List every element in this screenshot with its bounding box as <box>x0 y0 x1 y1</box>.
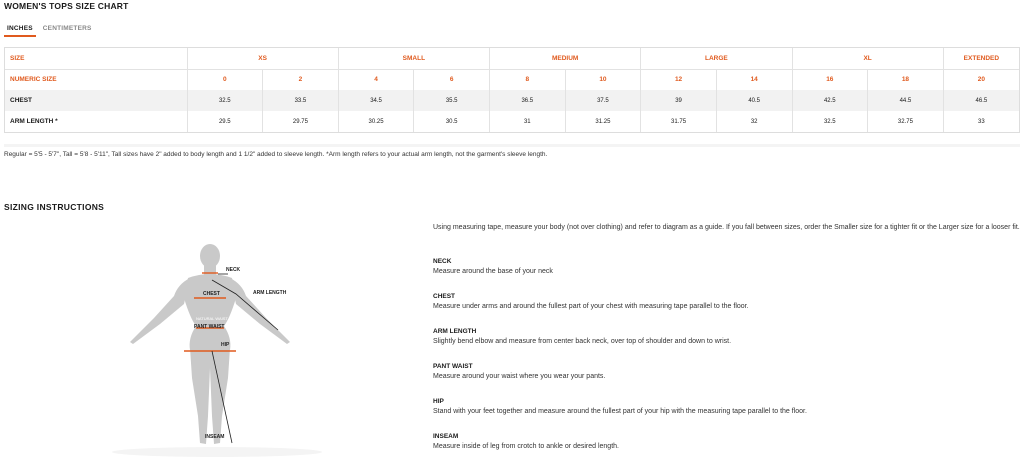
note-divider <box>4 144 1020 147</box>
sizing-intro: Using measuring tape, measure your body (not over clothing) and refer to diagram as a guide. If you fall between sizes, order the Smaller size for a tighter fit or the Larger size for a looser fit. <box>433 224 1020 231</box>
numeric-size-cell: 2 <box>263 69 339 90</box>
instruction-title: CHEST <box>433 293 456 300</box>
arm-length-cell: 30.25 <box>338 111 414 132</box>
instruction-title: INSEAM <box>433 433 459 440</box>
numeric-size-cell: 10 <box>565 69 641 90</box>
instruction-text: Measure inside of leg from crotch to ankle or desired length. <box>433 443 619 450</box>
size-large: LARGE <box>641 48 792 69</box>
arm-length-row <box>5 111 1019 132</box>
instruction-inseam <box>433 433 619 450</box>
unit-tabs <box>4 24 95 37</box>
size-note: Regular = 5'5 - 5'7", Tall = 5'8 - 5'11", Tall sizes have 2" added to body length and 1 1/2" added to sleeve length. *Arm length refers to your actual arm length, not the garment's sleeve length. <box>4 151 548 158</box>
chest-cell: 36.5 <box>490 90 566 111</box>
label-chest: CHEST <box>203 291 220 297</box>
arm-length-cell: 29.75 <box>263 111 339 132</box>
arm-length-cell: 31.75 <box>641 111 717 132</box>
page-title: WOMEN'S TOPS SIZE CHART <box>4 1 129 11</box>
chest-cell: 32.5 <box>187 90 263 111</box>
size-chart-table <box>4 47 1020 133</box>
arm-length-cell: 32 <box>716 111 792 132</box>
numeric-size-cell: 4 <box>338 69 414 90</box>
label-arm-length: ARM LENGTH <box>253 290 287 296</box>
chest-cell: 33.5 <box>263 90 339 111</box>
chest-cell: 44.5 <box>868 90 944 111</box>
arm-length-cell: 32.5 <box>792 111 868 132</box>
instruction-pant-waist <box>433 363 605 380</box>
tab-inches[interactable]: INCHES <box>4 24 36 37</box>
numeric-size-cell: 16 <box>792 69 868 90</box>
arm-length-cell: 30.5 <box>414 111 490 132</box>
sizing-instructions-title: SIZING INSTRUCTIONS <box>4 202 105 212</box>
instruction-neck <box>433 258 553 275</box>
chest-label: CHEST <box>5 90 187 111</box>
numeric-size-label: NUMERIC SIZE <box>10 76 57 84</box>
arm-length-cell: 31.25 <box>565 111 641 132</box>
chest-cell: 42.5 <box>792 90 868 111</box>
arm-length-cell: 32.75 <box>868 111 944 132</box>
chest-cell: 37.5 <box>565 90 641 111</box>
arm-length-cell: 33 <box>943 111 1019 132</box>
instruction-chest <box>433 293 749 310</box>
instruction-hip <box>433 398 807 415</box>
chest-cell: 35.5 <box>414 90 490 111</box>
instruction-text: Slightly bend elbow and measure from center back neck, over top of shoulder and down to wrist. <box>433 338 732 345</box>
numeric-size-cell: 6 <box>414 69 490 90</box>
size-medium: MEDIUM <box>490 48 641 69</box>
tab-centimeters[interactable]: CENTIMETERS <box>42 25 92 32</box>
instruction-text: Measure around the base of your neck <box>433 268 553 275</box>
numeric-size-cell: 18 <box>868 69 944 90</box>
numeric-size-cell: 0 <box>187 69 263 90</box>
size-label: SIZE <box>5 48 187 69</box>
instruction-arm-length <box>433 328 731 345</box>
chest-cell: 39 <box>641 90 717 111</box>
numeric-size-cell: 20 <box>943 69 1019 90</box>
sizing-instructions <box>433 222 1021 450</box>
body-measurement-diagram <box>120 238 300 453</box>
numeric-size-row <box>5 69 1019 90</box>
label-hip: HIP <box>221 342 230 348</box>
chest-cell: 46.5 <box>943 90 1019 111</box>
instruction-text: Measure around your waist where you wear your pants. <box>433 373 606 380</box>
label-natural-waist: NATURAL WAIST <box>196 316 228 321</box>
size-xl: XL <box>792 48 943 69</box>
numeric-size-cell: 8 <box>490 69 566 90</box>
instruction-title: PANT WAIST <box>433 363 473 370</box>
chest-row <box>5 90 1019 111</box>
size-extended: EXTENDED <box>943 48 1019 69</box>
chest-cell: 34.5 <box>338 90 414 111</box>
size-header-row <box>5 48 1019 69</box>
size-xs: XS <box>187 48 338 69</box>
numeric-size-cell: 12 <box>641 69 717 90</box>
arm-length-cell: 29.5 <box>187 111 263 132</box>
instruction-title: ARM LENGTH <box>433 328 477 335</box>
numeric-size-cell: 14 <box>716 69 792 90</box>
instruction-text: Measure under arms and around the fullest part of your chest with measuring tape parallel to the floor. <box>433 303 749 310</box>
instruction-title: HIP <box>433 398 444 405</box>
size-small: SMALL <box>338 48 489 69</box>
instruction-text: Stand with your feet together and measure around the fullest part of your hip with the measuring tape parallel to the floor. <box>433 408 807 415</box>
label-neck: NECK <box>226 267 241 273</box>
arm-length-cell: 31 <box>490 111 566 132</box>
label-pant-waist: PANT WAIST <box>194 324 225 330</box>
label-inseam: INSEAM <box>205 434 225 440</box>
arm-length-label: ARM LENGTH * <box>10 118 58 125</box>
instruction-title: NECK <box>433 258 452 265</box>
chest-cell: 40.5 <box>716 90 792 111</box>
